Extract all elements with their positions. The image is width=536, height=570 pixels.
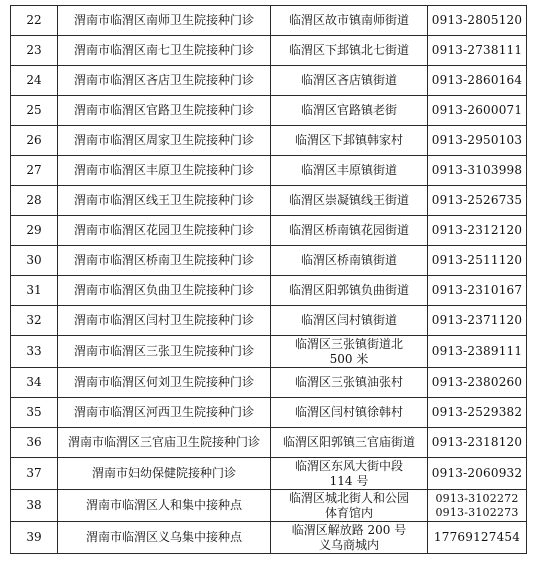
- table-row: [11, 490, 527, 522]
- clinic-name: 渭南市临渭区官路卫生院接种门诊: [58, 96, 271, 126]
- clinic-name: 渭南市临渭区吝店卫生院接种门诊: [58, 66, 271, 96]
- clinic-phone: [428, 126, 527, 156]
- clinic-address: [271, 96, 428, 126]
- clinic-address: [271, 398, 428, 428]
- row-number: 35: [11, 398, 58, 428]
- address-line: 500 米: [329, 351, 369, 366]
- clinic-name: 渭南市临渭区花园卫生院接种门诊: [58, 216, 271, 246]
- row-number: 39: [11, 522, 58, 554]
- clinic-phone: [428, 306, 527, 336]
- row-number: 24: [11, 66, 58, 96]
- vaccination-clinic-table: [10, 5, 527, 554]
- clinic-name: 渭南市临渭区线王卫生院接种门诊: [58, 186, 271, 216]
- row-number: 32: [11, 306, 58, 336]
- clinic-address: [271, 246, 428, 276]
- clinic-phone: [428, 458, 527, 490]
- row-number: 34: [11, 368, 58, 398]
- clinic-address: [271, 66, 428, 96]
- clinic-phone: [428, 216, 527, 246]
- clinic-address: [271, 6, 428, 36]
- phone-number: 0913-2511120: [431, 253, 523, 267]
- address-line: 临渭区三张镇街道北: [294, 336, 403, 351]
- address-line: 临渭区丰原镇街道: [300, 163, 397, 177]
- address-line: 临渭区吝店镇街道: [300, 73, 397, 87]
- table-row: [11, 126, 527, 156]
- clinic-phone: [428, 428, 527, 458]
- clinic-address: [271, 186, 428, 216]
- phone-number: 0913-2529382: [431, 405, 523, 419]
- clinic-address: [271, 126, 428, 156]
- clinic-address: [271, 336, 428, 368]
- address-line: 临渭区下邽镇北七街道: [288, 43, 409, 57]
- address-line: 临渭区闫村镇街道: [300, 313, 397, 327]
- table-row: [11, 306, 527, 336]
- clinic-phone: [428, 276, 527, 306]
- row-number: 27: [11, 156, 58, 186]
- clinic-phone: [428, 398, 527, 428]
- clinic-phone: [428, 6, 527, 36]
- clinic-address: [271, 458, 428, 490]
- clinic-address: [271, 522, 428, 554]
- address-line: 临渭区城北街人和公园: [288, 490, 409, 505]
- clinic-phone: [428, 336, 527, 368]
- clinic-phone: [428, 246, 527, 276]
- clinic-name: 渭南市临渭区义乌集中接种点: [58, 522, 271, 554]
- table-row: [11, 368, 527, 398]
- table-row: [11, 246, 527, 276]
- table-row: [11, 398, 527, 428]
- table-row: [11, 36, 527, 66]
- phone-number: 0913-2318120: [431, 435, 523, 449]
- address-line: 体育馆内: [324, 505, 373, 520]
- table-row: [11, 428, 527, 458]
- clinic-address: [271, 368, 428, 398]
- address-line: 临渭区崇凝镇线王街道: [288, 193, 409, 207]
- table-row: [11, 186, 527, 216]
- clinic-phone: [428, 186, 527, 216]
- clinic-address: [271, 428, 428, 458]
- address-line: 临渭区下邽镇韩家村: [294, 133, 403, 147]
- address-line: 临渭区阳郭镇三官庙街道: [282, 435, 415, 449]
- clinic-name: 渭南市临渭区何刘卫生院接种门诊: [58, 368, 271, 398]
- phone-number: 0913-2526735: [431, 193, 523, 207]
- phone-number: 0913-3102273: [435, 505, 519, 519]
- row-number: 38: [11, 490, 58, 522]
- phone-number: 0913-2312120: [431, 223, 523, 237]
- row-number: 37: [11, 458, 58, 490]
- row-number: 31: [11, 276, 58, 306]
- phone-number: 0913-2371120: [431, 313, 523, 327]
- address-line: 临渭区故市镇南师街道: [288, 13, 409, 27]
- table-body: [11, 6, 527, 554]
- clinic-address: [271, 216, 428, 246]
- row-number: 33: [11, 336, 58, 368]
- row-number: 29: [11, 216, 58, 246]
- clinic-name: 渭南市临渭区丰原卫生院接种门诊: [58, 156, 271, 186]
- phone-number: 0913-2600071: [431, 103, 523, 117]
- table-row: [11, 336, 527, 368]
- phone-number: 0913-2738111: [431, 43, 523, 57]
- clinic-address: [271, 306, 428, 336]
- address-line: 临渭区官路镇老街: [300, 103, 397, 117]
- table-row: [11, 216, 527, 246]
- phone-number: 0913-3102272: [435, 491, 519, 505]
- address-line: 临渭区东风大街中段: [294, 458, 403, 473]
- address-line: 114 号: [329, 473, 369, 488]
- table-row: [11, 458, 527, 490]
- clinic-name: 渭南市临渭区周家卫生院接种门诊: [58, 126, 271, 156]
- clinic-name: 渭南市临渭区闫村卫生院接种门诊: [58, 306, 271, 336]
- row-number: 25: [11, 96, 58, 126]
- clinic-address: [271, 36, 428, 66]
- clinic-name: 渭南市临渭区河西卫生院接种门诊: [58, 398, 271, 428]
- clinic-phone: [428, 522, 527, 554]
- clinic-name: 渭南市临渭区负曲卫生院接种门诊: [58, 276, 271, 306]
- clinic-name: 渭南市临渭区桥南卫生院接种门诊: [58, 246, 271, 276]
- phone-number: 0913-2805120: [431, 13, 523, 27]
- clinic-name: 渭南市临渭区南师卫生院接种门诊: [58, 6, 271, 36]
- address-line: 临渭区桥南镇街道: [300, 253, 397, 267]
- address-line: 临渭区解放路 200 号: [291, 522, 407, 537]
- clinic-address: [271, 490, 428, 522]
- clinic-phone: [428, 36, 527, 66]
- phone-number: 0913-2389111: [431, 344, 523, 358]
- table-row: [11, 276, 527, 306]
- clinic-phone: [428, 368, 527, 398]
- table-row: [11, 66, 527, 96]
- address-line: 临渭区闫村镇徐韩村: [294, 405, 403, 419]
- row-number: 28: [11, 186, 58, 216]
- phone-number: 0913-2380260: [431, 375, 523, 389]
- clinic-name: 渭南市临渭区人和集中接种点: [58, 490, 271, 522]
- phone-number: 0913-2060932: [431, 466, 523, 480]
- table-row: [11, 522, 527, 554]
- phone-number: 17769127454: [433, 530, 521, 544]
- address-line: 临渭区桥南镇花园街道: [288, 223, 409, 237]
- clinic-phone: [428, 156, 527, 186]
- row-number: 23: [11, 36, 58, 66]
- clinic-address: [271, 156, 428, 186]
- table-row: [11, 96, 527, 126]
- phone-number: 0913-2950103: [431, 133, 523, 147]
- clinic-name: 渭南市临渭区三张卫生院接种门诊: [58, 336, 271, 368]
- address-line: 临渭区三张镇油张村: [294, 375, 403, 389]
- row-number: 36: [11, 428, 58, 458]
- address-line: 义乌商城内: [318, 537, 379, 552]
- clinic-address: [271, 276, 428, 306]
- row-number: 30: [11, 246, 58, 276]
- clinic-phone: [428, 96, 527, 126]
- clinic-phone: [428, 66, 527, 96]
- clinic-name: 渭南市临渭区南七卫生院接种门诊: [58, 36, 271, 66]
- row-number: 22: [11, 6, 58, 36]
- address-line: 临渭区阳郭镇负曲街道: [288, 283, 409, 297]
- clinic-phone: [428, 490, 527, 522]
- phone-number: 0913-3103998: [431, 163, 523, 177]
- clinic-name: 渭南市妇幼保健院接种门诊: [58, 458, 271, 490]
- phone-number: 0913-2860164: [431, 73, 523, 87]
- table-row: [11, 6, 527, 36]
- table-row: [11, 156, 527, 186]
- row-number: 26: [11, 126, 58, 156]
- clinic-name: 渭南市临渭区三官庙卫生院接种门诊: [58, 428, 271, 458]
- phone-number: 0913-2310167: [431, 283, 523, 297]
